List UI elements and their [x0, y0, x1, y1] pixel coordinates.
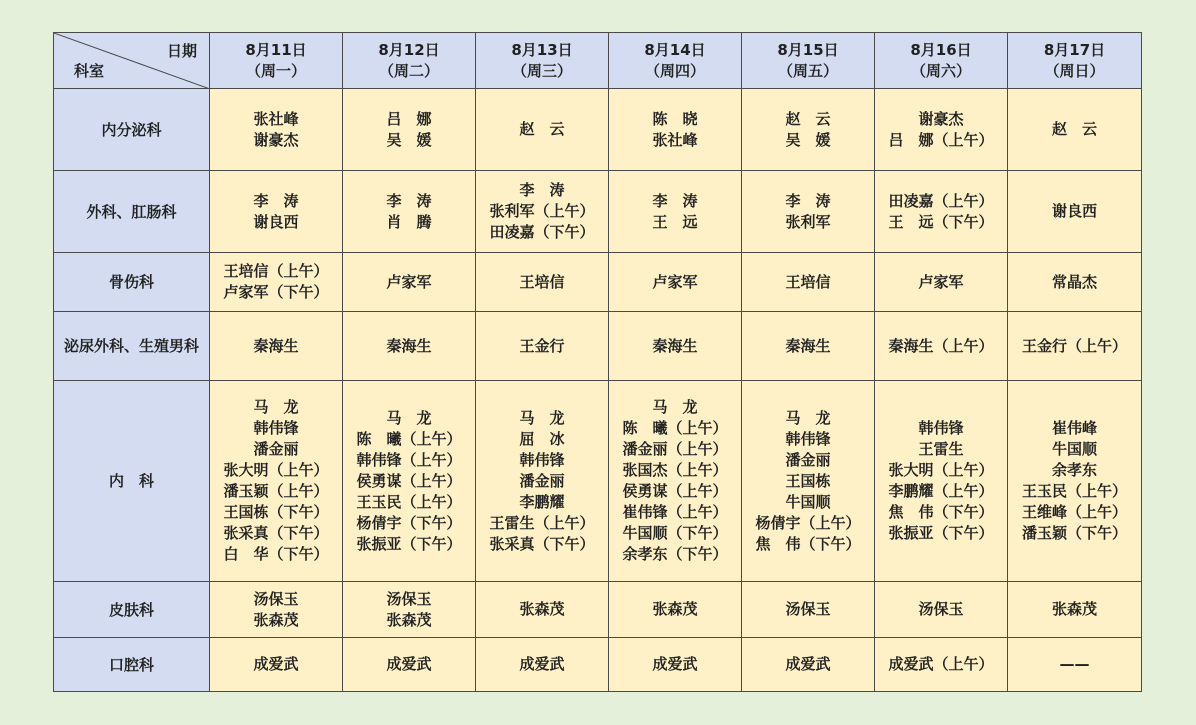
duty-cell — [1008, 312, 1142, 381]
doctor-name: 张社峰 — [253, 109, 299, 128]
schedule-row — [54, 253, 1142, 312]
day-date: 8月12日 — [378, 40, 440, 59]
doctor-name: 潘玉颖（上午） — [223, 482, 329, 500]
duty-cell — [742, 638, 875, 692]
duty-cell — [343, 582, 476, 638]
doctor-name: 陈 曦（上午） — [356, 429, 462, 448]
duty-cell — [343, 171, 476, 253]
day-header — [875, 33, 1008, 89]
duty-cell — [875, 582, 1008, 638]
duty-cell — [742, 582, 875, 638]
duty-cell — [210, 638, 343, 692]
doctor-name: 潘金丽（上午） — [622, 440, 728, 458]
doctor-name: —— — [1059, 655, 1090, 673]
department-name: 泌尿外科、生殖男科 — [54, 312, 210, 381]
duty-cell — [476, 312, 609, 381]
duty-names — [1022, 418, 1127, 544]
day-date: 8月14日 — [644, 40, 706, 59]
department-name: 口腔科 — [54, 638, 210, 692]
doctor-name: 张大明（上午） — [223, 461, 329, 479]
duty-names — [1052, 119, 1097, 140]
day-date: 8月16日 — [910, 40, 972, 59]
duty-names — [1052, 272, 1097, 293]
doctor-name: 张振亚（下午） — [356, 534, 462, 553]
duty-names — [918, 272, 963, 293]
doctor-name: 潘金丽 — [253, 440, 299, 458]
duty-cell — [875, 312, 1008, 381]
doctor-name: 潘玉颖（下午） — [1021, 524, 1127, 542]
doctor-name: 谢豪杰 — [918, 109, 964, 128]
duty-names — [888, 109, 993, 151]
duty-names — [1052, 599, 1097, 620]
duty-names — [652, 109, 697, 151]
duty-cell — [742, 312, 875, 381]
duty-names — [785, 191, 830, 233]
doctor-name: 牛国顺（下午） — [622, 524, 728, 542]
doctor-name: 张森茂 — [519, 600, 565, 618]
doctor-name: 谢良西 — [1051, 202, 1097, 220]
duty-cell — [1008, 171, 1142, 253]
duty-names — [253, 654, 298, 675]
duty-cell — [742, 171, 875, 253]
doctor-name: 秦海生 — [253, 336, 299, 355]
doctor-name: 田凌嘉（上午） — [888, 191, 994, 210]
doctor-name: 张利军（上午） — [489, 202, 595, 220]
department-name: 内 科 — [54, 381, 210, 582]
doctor-name: 吕 娜 — [386, 109, 432, 128]
doctor-name: 韩伟锋 — [519, 450, 565, 469]
doctor-name: 卢家军 — [652, 272, 698, 291]
corner-cell — [54, 33, 210, 89]
duty-names — [386, 109, 431, 151]
duty-cell — [210, 381, 343, 582]
doctor-name: 田凌嘉（下午） — [489, 223, 595, 241]
doctor-name: 王玉民（上午） — [356, 492, 462, 511]
day-header — [343, 33, 476, 89]
duty-names — [223, 397, 328, 565]
duty-cell — [609, 638, 742, 692]
duty-names — [386, 654, 431, 675]
department-name: 皮肤科 — [54, 582, 210, 638]
doctor-name: 张森茂 — [1051, 600, 1097, 618]
header-row — [54, 33, 1142, 89]
doctor-name: 牛国顺 — [785, 492, 831, 511]
doctor-name: 张森茂 — [253, 610, 299, 629]
doctor-name: 张大明（上午） — [888, 461, 994, 479]
doctor-name: 王金行（上午） — [1021, 336, 1127, 355]
duty-names — [253, 191, 298, 233]
duty-cell — [476, 638, 609, 692]
duty-names — [652, 654, 697, 675]
doctor-name: 韩伟锋 — [785, 429, 831, 448]
day-header — [1008, 33, 1142, 89]
doctor-name: 李 涛 — [652, 191, 698, 210]
doctor-name: 吴 媛 — [386, 130, 432, 149]
duty-names — [253, 589, 298, 631]
doctor-name: 白 华（下午） — [223, 545, 329, 563]
duty-cell — [875, 381, 1008, 582]
day-weekday: （周一） — [245, 61, 306, 80]
doctor-name: 李 涛 — [386, 191, 432, 210]
duty-names — [1060, 654, 1090, 675]
duty-names — [918, 599, 963, 620]
duty-cell — [476, 582, 609, 638]
doctor-name: 王培信 — [785, 272, 831, 291]
doctor-name: 成爱武 — [652, 655, 698, 673]
duty-names — [1022, 336, 1127, 357]
duty-names — [652, 599, 697, 620]
doctor-name: 王金行 — [519, 336, 565, 355]
doctor-name: 马 龙 — [386, 408, 432, 427]
doctor-name: 韩伟锋 — [253, 419, 299, 437]
doctor-name: 余孝东（下午） — [622, 545, 728, 563]
duty-names — [785, 272, 830, 293]
duty-names — [489, 180, 594, 243]
day-date: 8月13日 — [511, 40, 573, 59]
duty-names — [888, 191, 993, 233]
day-weekday: （周四） — [644, 61, 705, 80]
doctor-name: 汤保玉 — [918, 600, 964, 618]
duty-names — [888, 418, 993, 544]
doctor-name: 张振亚（下午） — [888, 524, 994, 542]
doctor-name: 王 远（下午） — [888, 212, 994, 231]
doctor-name: 李 涛 — [785, 191, 831, 210]
doctor-name: 秦海生（上午） — [888, 336, 994, 355]
doctor-name: 谢豪杰 — [253, 130, 299, 149]
duty-cell — [343, 312, 476, 381]
duty-cell — [742, 253, 875, 312]
duty-cell — [875, 171, 1008, 253]
doctor-name: 韩伟锋 — [918, 419, 964, 437]
doctor-name: 汤保玉 — [386, 589, 432, 608]
doctor-name: 杨倩宇（上午） — [755, 513, 861, 532]
doctor-name: 赵 云 — [1051, 120, 1097, 138]
day-date: 8月11日 — [245, 40, 307, 59]
doctor-name: 成爱武 — [785, 655, 831, 673]
duty-cell — [742, 381, 875, 582]
doctor-name: 王 远 — [652, 212, 698, 231]
day-weekday: （周六） — [910, 61, 971, 80]
doctor-name: 成爱武 — [386, 655, 432, 673]
duty-names — [519, 119, 564, 140]
doctor-name: 马 龙 — [519, 408, 565, 427]
doctor-name: 王玉民（上午） — [1021, 482, 1127, 500]
duty-names — [652, 272, 697, 293]
duty-names — [888, 336, 993, 357]
duty-cell — [609, 312, 742, 381]
schedule-wrapper — [53, 32, 1142, 692]
duty-names — [253, 109, 298, 151]
doctor-name: 张采真（下午） — [489, 534, 595, 553]
duty-names — [785, 109, 830, 151]
duty-names — [785, 336, 830, 357]
duty-names — [652, 336, 697, 357]
doctor-name: 王国栋 — [785, 471, 831, 490]
duty-cell — [875, 89, 1008, 171]
doctor-name: 赵 云 — [785, 109, 831, 128]
duty-names — [223, 261, 328, 303]
doctor-name: 汤保玉 — [253, 589, 299, 608]
duty-names — [652, 191, 697, 233]
duty-cell — [609, 89, 742, 171]
doctor-name: 吕 娜（上午） — [888, 130, 994, 149]
duty-cell — [1008, 89, 1142, 171]
duty-cell — [1008, 582, 1142, 638]
day-weekday: （周二） — [378, 61, 439, 80]
doctor-name: 卢家军 — [386, 272, 432, 291]
duty-names — [253, 336, 298, 357]
duty-names — [785, 654, 830, 675]
doctor-name: 李 涛 — [253, 191, 299, 210]
doctor-name: 马 龙 — [785, 408, 831, 427]
duty-names — [386, 272, 431, 293]
duty-cell — [742, 89, 875, 171]
doctor-name: 常晶杰 — [1051, 272, 1097, 291]
doctor-name: 陈 曦（上午） — [622, 419, 728, 437]
doctor-name: 屈 冰 — [519, 429, 565, 448]
doctor-name: 侯勇谋（上午） — [622, 482, 728, 500]
doctor-name: 李 涛 — [519, 181, 565, 199]
duty-cell — [609, 582, 742, 638]
duty-cell — [210, 582, 343, 638]
doctor-name: 秦海生 — [785, 336, 831, 355]
doctor-name: 潘金丽 — [785, 450, 831, 469]
schedule-row — [54, 381, 1142, 582]
doctor-name: 王培信（上午） — [223, 262, 329, 280]
doctor-name: 李鹏耀 — [519, 492, 565, 511]
doctor-name: 马 龙 — [652, 398, 698, 416]
doctor-name: 成爱武 — [519, 655, 565, 673]
doctor-name: 王维峰（上午） — [1021, 503, 1127, 521]
day-weekday: （周五） — [777, 61, 838, 80]
day-date: 8月15日 — [777, 40, 839, 59]
duty-names — [386, 589, 431, 631]
schedule-row — [54, 171, 1142, 253]
doctor-name: 潘金丽 — [519, 471, 565, 490]
day-header — [609, 33, 742, 89]
doctor-name: 赵 云 — [519, 120, 565, 138]
doctor-name: 崔伟锋（上午） — [622, 503, 728, 521]
duty-names — [785, 599, 830, 620]
duty-cell — [476, 381, 609, 582]
doctor-name: 成爱武 — [253, 655, 299, 673]
duty-names — [1052, 201, 1097, 222]
schedule-row — [54, 582, 1142, 638]
department-name: 骨伤科 — [54, 253, 210, 312]
doctor-name: 焦 伟（下午） — [755, 534, 861, 553]
schedule-row — [54, 638, 1142, 692]
duty-cell — [1008, 253, 1142, 312]
doctor-name: 张采真（下午） — [223, 524, 329, 542]
doctor-name: 侯勇谋（上午） — [356, 471, 462, 490]
doctor-name: 谢良西 — [253, 212, 299, 231]
day-weekday: （周日） — [1044, 61, 1105, 80]
duty-names — [519, 336, 564, 357]
duty-cell — [609, 381, 742, 582]
duty-cell — [343, 638, 476, 692]
schedule-row — [54, 312, 1142, 381]
department-name: 内分泌科 — [54, 89, 210, 171]
doctor-name: 王雷生 — [918, 440, 964, 458]
dept-header-label: 科室 — [74, 62, 105, 80]
duty-cell — [343, 253, 476, 312]
duty-cell — [476, 89, 609, 171]
duty-cell — [875, 253, 1008, 312]
doctor-name: 吴 媛 — [785, 130, 831, 149]
doctor-name: 张森茂 — [652, 600, 698, 618]
schedule-row — [54, 89, 1142, 171]
doctor-name: 韩伟锋（上午） — [356, 450, 462, 469]
duty-cell — [343, 381, 476, 582]
doctor-name: 王国栋（下午） — [223, 503, 329, 521]
doctor-name: 卢家军 — [918, 272, 964, 291]
doctor-name: 张国杰（上午） — [622, 461, 728, 479]
date-header-label: 日期 — [166, 42, 197, 60]
schedule-body — [54, 89, 1142, 692]
duty-names — [519, 654, 564, 675]
doctor-name: 肖 腾 — [386, 212, 432, 231]
doctor-name: 秦海生 — [386, 336, 432, 355]
duty-cell — [476, 171, 609, 253]
doctor-name: 王培信 — [519, 272, 565, 291]
doctor-name: 卢家军（下午） — [223, 283, 329, 301]
doctor-name: 张社峰 — [652, 130, 698, 149]
duty-cell — [210, 171, 343, 253]
doctor-name: 马 龙 — [253, 398, 299, 416]
doctor-name: 崔伟峰 — [1051, 419, 1097, 437]
duty-cell — [875, 638, 1008, 692]
doctor-name: 李鹏耀（上午） — [888, 482, 994, 500]
day-date: 8月17日 — [1043, 40, 1106, 59]
duty-cell — [210, 89, 343, 171]
doctor-name: 余孝东 — [1051, 461, 1097, 479]
doctor-name: 杨倩宇（下午） — [356, 513, 462, 532]
day-weekday: （周三） — [511, 61, 572, 80]
duty-cell — [476, 253, 609, 312]
doctor-name: 汤保玉 — [785, 600, 831, 618]
duty-names — [386, 191, 431, 233]
duty-names — [386, 336, 431, 357]
department-name: 外科、肛肠科 — [54, 171, 210, 253]
doctor-name: 秦海生 — [652, 336, 698, 355]
duty-cell — [609, 171, 742, 253]
duty-names — [356, 408, 461, 555]
duty-cell — [1008, 381, 1142, 582]
duty-cell — [343, 89, 476, 171]
duty-names — [519, 599, 564, 620]
duty-names — [888, 654, 993, 675]
duty-cell — [210, 312, 343, 381]
duty-names — [755, 408, 860, 555]
duty-cell — [1008, 638, 1142, 692]
doctor-name: 成爱武（上午） — [888, 655, 994, 673]
day-header — [210, 33, 343, 89]
doctor-name: 牛国顺 — [1051, 440, 1097, 458]
doctor-name: 陈 晓 — [652, 109, 698, 128]
duty-schedule-table — [53, 32, 1142, 692]
duty-names — [519, 272, 564, 293]
day-header — [476, 33, 609, 89]
duty-names — [489, 408, 594, 555]
doctor-name: 张森茂 — [386, 610, 432, 629]
duty-cell — [210, 253, 343, 312]
day-header — [742, 33, 875, 89]
doctor-name: 王雷生（上午） — [489, 513, 595, 532]
duty-cell — [609, 253, 742, 312]
duty-names — [622, 397, 727, 565]
doctor-name: 焦 伟（下午） — [888, 503, 994, 521]
doctor-name: 张利军 — [785, 212, 831, 231]
